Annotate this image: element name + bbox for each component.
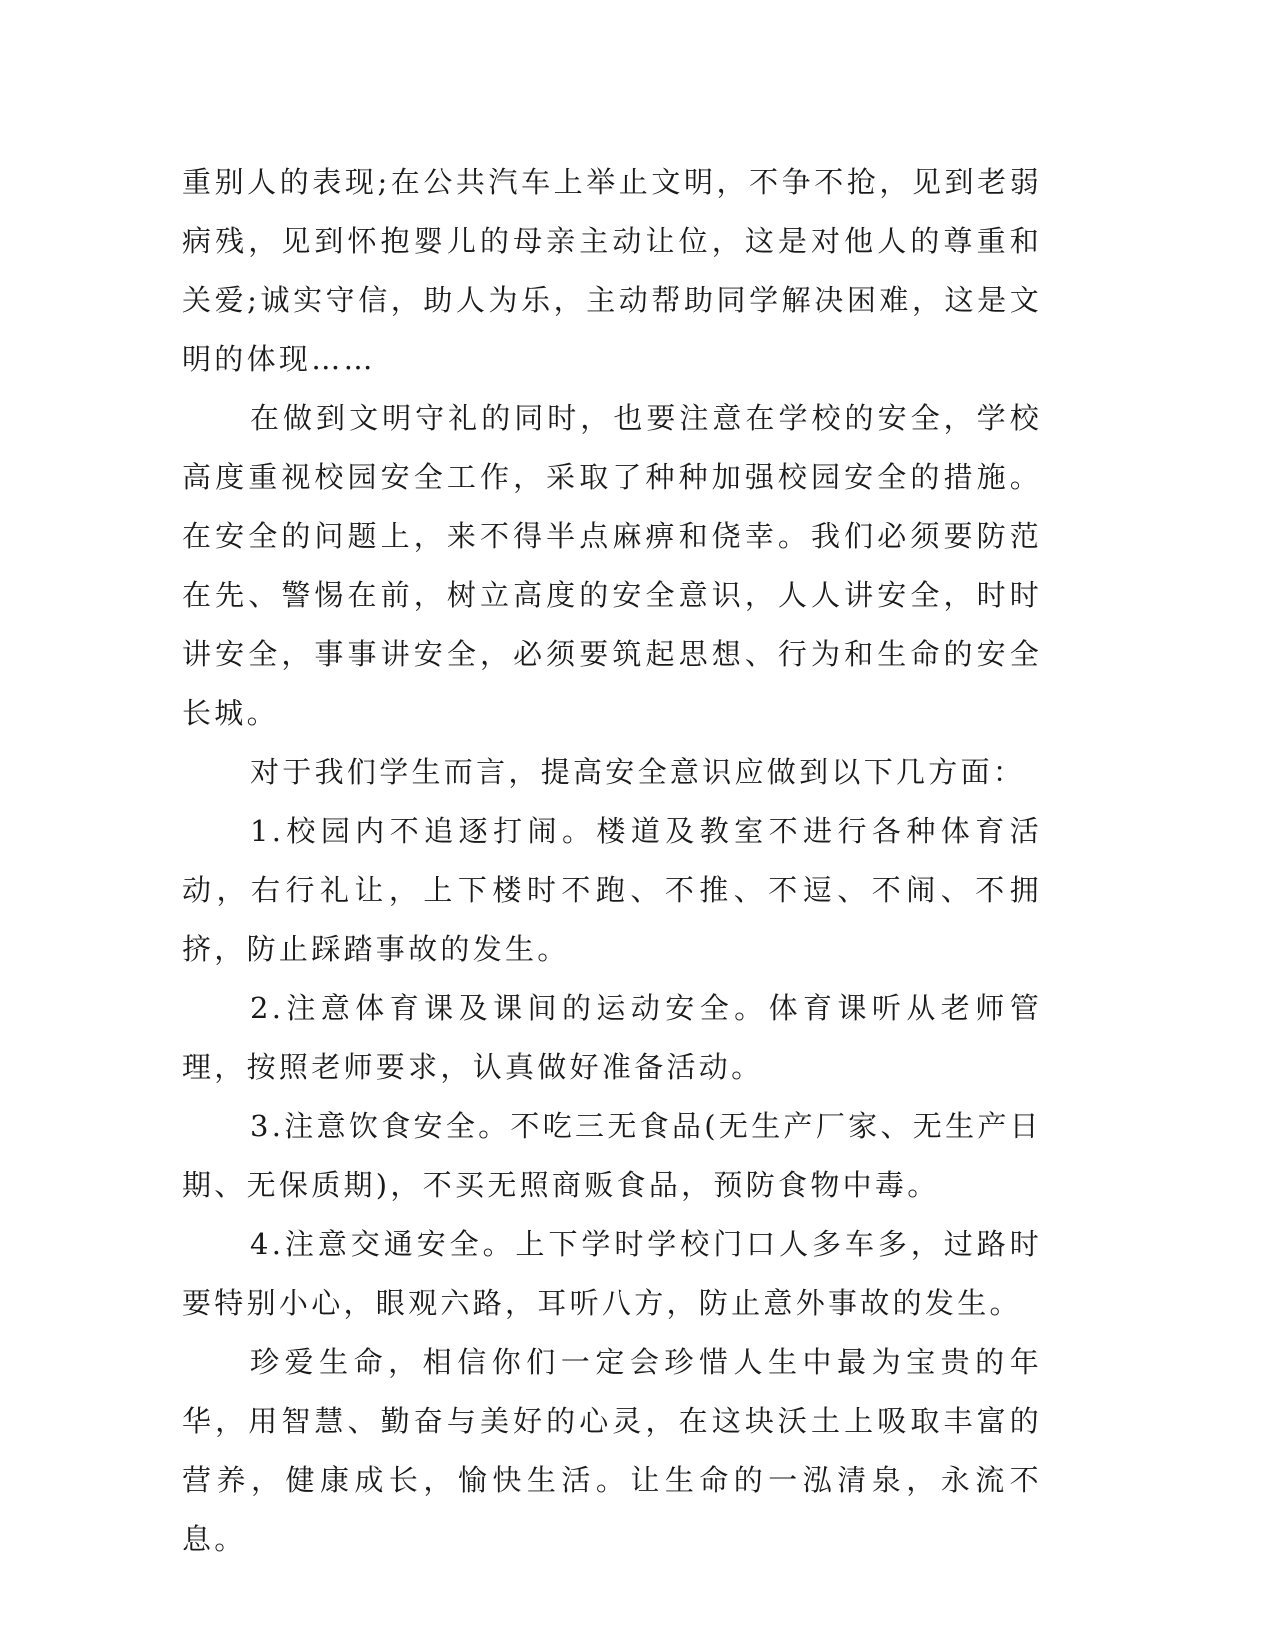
list-item-4-traffic-safety: 4.注意交通安全。上下学时学校门口人多车多，过路时要特别小心，眼观六路，耳听八方，防止意外事故的发生。 xyxy=(182,1227,1042,1320)
paragraph-safety-intro: 对于我们学生而言，提高安全意识应做到以下几方面： xyxy=(250,755,1026,789)
document-body xyxy=(182,153,1042,1569)
paragraph-campus-safety: 在做到文明守礼的同时，也要注意在学校的安全，学校高度重视校园安全工作，采取了种种加强校园安全的措施。在安全的问题上，来不得半点麻痹和侥幸。我们必须要防范在先、警惕在前，树立高度的安全意识，人人讲安全，时时讲安全，事事讲安全，必须要筑起思想、行为和生命的安全长城。 xyxy=(182,401,1042,730)
list-item-3-food-safety: 3.注意饮食安全。不吃三无食品(无生产厂家、无生产日期、无保质期)，不买无照商贩食品，预防食物中毒。 xyxy=(182,1109,1042,1202)
list-item-2-sports-safety: 2.注意体育课及课间的运动安全。体育课听从老师管理，按照老师要求，认真做好准备活动。 xyxy=(182,991,1042,1084)
paragraph-closing: 珍爱生命，相信你们一定会珍惜人生中最为宝贵的年华，用智慧、勤奋与美好的心灵，在这块沃土上吸取丰富的营养，健康成长，愉快生活。让生命的一泓清泉，永流不息。 xyxy=(182,1345,1042,1556)
paragraph-continuation: 重别人的表现;在公共汽车上举止文明，不争不抢，见到老弱病残，见到怀抱婴儿的母亲主动让位，这是对他人的尊重和关爱;诚实守信，助人为乐，主动帮助同学解决困难，这是文明的体现…… xyxy=(182,165,1042,376)
list-item-1-no-chasing: 1.校园内不追逐打闹。楼道及教室不进行各种体育活动，右行礼让，上下楼时不跑、不推、不逗、不闹、不拥挤，防止踩踏事故的发生。 xyxy=(182,814,1042,966)
